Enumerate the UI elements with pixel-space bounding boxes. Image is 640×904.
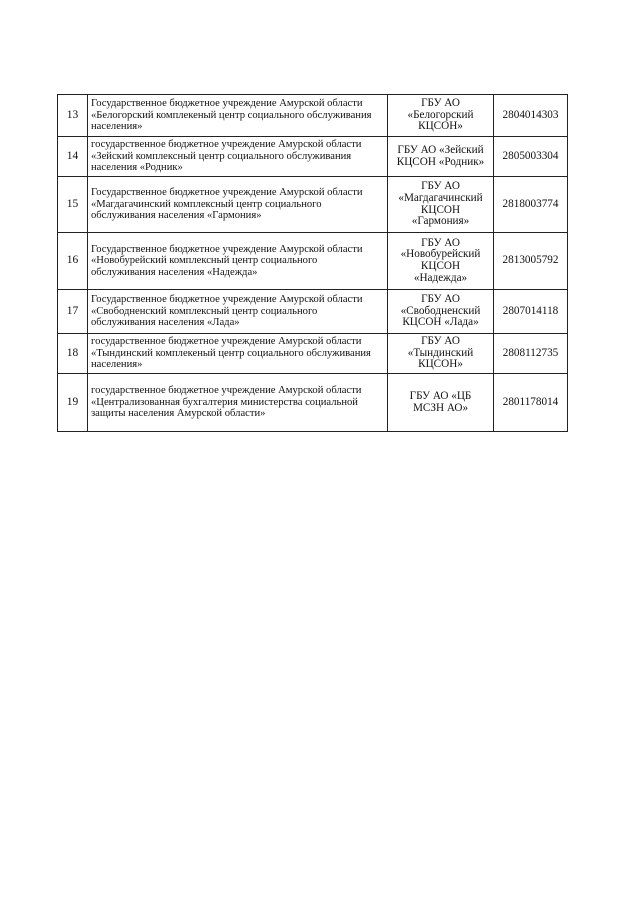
abbreviation-line: «Свободненский <box>400 304 481 317</box>
table-row <box>58 290 568 334</box>
abbreviation-line: КЦСОН <box>420 260 461 272</box>
abbreviation-line: МСЗН АО» <box>412 401 469 414</box>
abbreviation-line: ГБУ АО <box>421 293 460 306</box>
institution-name: Государственное бюджетное учреждение Амурской области «Новобурейский комплексный центр социального обслуживания населения «Надежда» <box>88 233 388 290</box>
abbreviation-line: КЦСОН «Лада» <box>402 316 479 329</box>
inn-code: 2818003774 <box>494 177 568 233</box>
abbreviation-line: КЦСОН «Родник» <box>396 155 485 168</box>
row-number: 15 <box>58 177 88 233</box>
abbreviation-line: «Надежда» <box>413 271 468 284</box>
abbreviation-line: ГБУ АО «Зейский <box>397 143 484 156</box>
institution-abbreviation <box>388 334 494 374</box>
abbreviation-line: «Тындинский <box>407 346 474 359</box>
row-number: 14 <box>58 137 88 177</box>
inn-code: 2808112735 <box>494 334 568 374</box>
inn-code: 2804014303 <box>494 95 568 137</box>
inn-code: 2807014118 <box>494 290 568 334</box>
abbreviation-line: «Магдагачинский <box>398 191 483 204</box>
institution-abbreviation <box>388 374 494 432</box>
institution-name: государственное бюджетное учреждение Амурской области «Централизованная бухгалтерия министерства социальной защиты населения Амурской области» <box>88 374 388 432</box>
institution-name: Государственное бюджетное учреждение Амурской области «Белогорский комплекеный центр социального обслуживания населения» <box>88 95 388 137</box>
abbreviation-line: ГБУ АО «ЦБ <box>409 389 472 402</box>
abbreviation-line: КЦСОН <box>420 203 461 216</box>
abbreviation-line: «Гармония» <box>411 215 470 228</box>
abbreviation-line: ГБУ АО <box>421 180 460 193</box>
table-row <box>58 334 568 374</box>
table-row <box>58 95 568 137</box>
institution-abbreviation <box>388 233 494 290</box>
institution-abbreviation <box>388 177 494 233</box>
institution-name: государственное бюджетное учреждение Амурской области «Тындинский комплекеный центр социального обслуживания населения» <box>88 334 388 374</box>
row-number: 13 <box>58 95 88 137</box>
inn-code: 2801178014 <box>494 374 568 432</box>
institution-abbreviation <box>388 290 494 334</box>
abbreviation-line: «Белогорский <box>407 108 474 121</box>
row-number: 17 <box>58 290 88 334</box>
table-row <box>58 177 568 233</box>
inn-code: 2813005792 <box>494 233 568 290</box>
row-number: 19 <box>58 374 88 432</box>
institution-name: Государственное бюджетное учреждение Амурской области «Магдагачинский комплексный центр социального обслуживания населения «Гармония» <box>88 177 388 233</box>
abbreviation-line: ГБУ АО <box>421 335 460 348</box>
abbreviation-line: КЦСОН» <box>418 358 463 371</box>
abbreviation-line: «Новобурейский <box>400 248 481 261</box>
abbreviation-line: ГБУ АО <box>421 97 460 110</box>
table-row <box>58 233 568 290</box>
institution-name: государственное бюджетное учреждение Амурской области «Зейский комплексный центр социального обслуживания населения «Родник» <box>88 137 388 177</box>
institution-abbreviation <box>388 137 494 177</box>
abbreviation-line: ГБУ АО <box>421 236 460 249</box>
row-number: 18 <box>58 334 88 374</box>
table-row <box>58 137 568 177</box>
institutions-table <box>57 94 568 432</box>
institutions-table-body <box>58 95 568 432</box>
row-number: 16 <box>58 233 88 290</box>
institution-name: Государственное бюджетное учреждение Амурской области «Свободненский комплексный центр социального обслуживания населения «Лада» <box>88 290 388 334</box>
institution-abbreviation <box>388 95 494 137</box>
abbreviation-line: КЦСОН» <box>418 120 463 133</box>
inn-code: 2805003304 <box>494 137 568 177</box>
table-row <box>58 374 568 432</box>
